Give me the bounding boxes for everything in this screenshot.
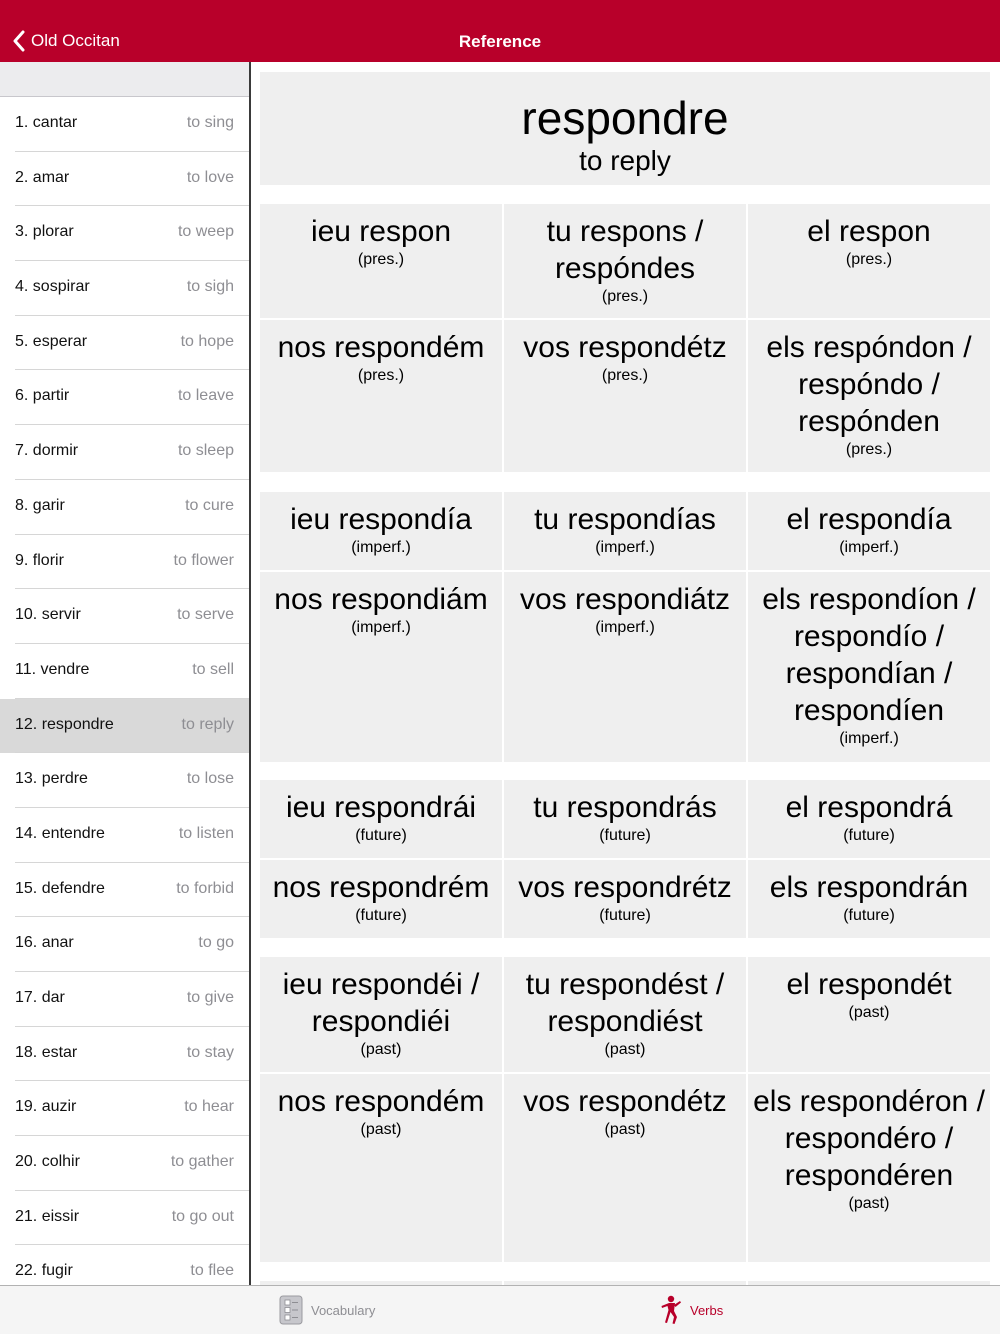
conjugation-cell <box>504 1074 746 1262</box>
conjugation-cell <box>748 572 990 762</box>
tense-label: (imperf.) <box>839 539 899 556</box>
verb-list-item[interactable] <box>0 1081 249 1136</box>
verb-list-term: 12. respondre <box>15 715 114 733</box>
conjugation-cell <box>748 860 990 938</box>
verb-list <box>0 97 249 1285</box>
page-title: Reference <box>458 32 542 51</box>
verb-list-term: 16. anar <box>15 934 74 952</box>
navigation-bar <box>0 0 1000 62</box>
tense-label: (future) <box>355 827 407 844</box>
verb-list-item[interactable] <box>0 97 249 152</box>
tab-verbs[interactable] <box>660 1294 723 1326</box>
tense-label: (future) <box>599 907 651 924</box>
verb-list-item[interactable] <box>0 370 249 425</box>
conjugated-form: vos respondétz <box>523 1085 727 1118</box>
conjugated-form: nos respondém <box>277 1085 485 1118</box>
tense-label: (future) <box>843 907 895 924</box>
conjugated-form: tu respondías <box>534 503 716 536</box>
verb-list-gloss: to reply <box>181 715 234 733</box>
verb-list-term: 17. dar <box>15 989 65 1006</box>
verb-list-item[interactable] <box>0 808 249 863</box>
verb-list-gloss: to listen <box>178 824 234 842</box>
conjugation-cell <box>260 320 502 472</box>
back-label: Old Occitan <box>31 31 120 50</box>
verb-list-term: 9. florir <box>15 551 64 569</box>
conjugation-cell <box>748 780 990 858</box>
verb-header <box>260 72 990 185</box>
conjugated-form: el respondrá <box>785 791 953 824</box>
tense-label: (imperf.) <box>595 539 655 556</box>
verb-list-item[interactable] <box>0 589 249 644</box>
tense-label: (past) <box>604 1041 646 1058</box>
verb-list-term: 13. perdre <box>15 770 88 788</box>
verb-list-gloss: to sell <box>192 660 234 678</box>
conjugation-cell <box>748 320 990 472</box>
verb-list-gloss: to hear <box>184 1098 234 1116</box>
conjugated-form: el respon <box>807 215 931 248</box>
conjugation-cell <box>748 1074 990 1262</box>
tense-label: (pres.) <box>357 367 405 384</box>
verb-list-item[interactable] <box>0 535 249 590</box>
tense-label: (future) <box>355 907 407 924</box>
verbs-figure-icon <box>660 1295 682 1325</box>
tense-label: (imperf.) <box>351 539 411 556</box>
conjugated-form: els respondéron / respondéro / respondéren <box>753 1085 985 1192</box>
verb-list-term: 20. colhir <box>15 1153 80 1171</box>
tense-label: (pres.) <box>601 367 649 384</box>
verb-list-gloss: to sleep <box>177 442 234 460</box>
verb-list-gloss: to cure <box>185 496 234 514</box>
verb-list-gloss: to sigh <box>186 278 234 296</box>
tense-label: (pres.) <box>357 251 405 268</box>
verb-list-term: 14. entendre <box>15 824 105 842</box>
conjugation-cell <box>260 1074 502 1262</box>
verb-list-gloss: to weep <box>177 223 234 241</box>
verb-list-item[interactable] <box>0 753 249 808</box>
verb-list-term: 11. vendre <box>15 660 90 678</box>
verb-list-gloss: to hope <box>180 332 234 350</box>
verb-list-sidebar[interactable] <box>0 62 249 1285</box>
conjugation-cell <box>504 860 746 938</box>
conjugation-cell <box>260 492 502 570</box>
conjugated-form: ieu respon <box>310 215 452 248</box>
conjugation-cell <box>504 572 746 762</box>
verb-list-term: 22. fugir <box>15 1262 73 1280</box>
conjugation-cell <box>504 204 746 318</box>
verb-list-term: 19. auzir <box>15 1098 77 1116</box>
verb-list-term: 10. servir <box>15 606 81 624</box>
tense-label: (future) <box>843 827 895 844</box>
verb-list-item[interactable] <box>0 206 249 261</box>
tense-label: (past) <box>848 1195 890 1212</box>
verb-gloss: to reply <box>579 145 671 176</box>
tense-label: (pres.) <box>845 441 893 458</box>
conjugated-form: ieu respondéi / respondiéi <box>282 968 480 1038</box>
verb-list-item[interactable] <box>0 699 249 754</box>
verb-list-item[interactable] <box>0 972 249 1027</box>
conjugated-form: tu respondést / respondiést <box>525 968 725 1038</box>
conjugated-form: nos respondiám <box>274 583 488 616</box>
verb-list-gloss: to forbid <box>176 879 234 897</box>
tense-label: (past) <box>848 1004 890 1021</box>
verb-list-term: 3. plorar <box>15 223 74 241</box>
tense-label: (imperf.) <box>351 619 411 636</box>
verb-list-term: 7. dormir <box>15 442 79 460</box>
tense-label: (past) <box>604 1121 646 1138</box>
conjugated-form: nos respondém <box>277 331 485 364</box>
verb-list-gloss: to lose <box>186 770 234 788</box>
conjugated-form: nos respondrém <box>272 871 490 904</box>
conjugated-form: ieu respondía <box>290 503 472 536</box>
conjugated-form: tu respons / respóndes <box>546 215 704 285</box>
tab-verbs-label: Verbs <box>690 1302 724 1318</box>
verb-list-term: 18. estar <box>15 1043 78 1061</box>
verb-list-item[interactable] <box>0 480 249 535</box>
conjugation-panel <box>251 62 1000 1285</box>
tab-vocabulary[interactable] <box>279 1294 375 1326</box>
verb-list-item[interactable] <box>0 316 249 371</box>
verb-list-gloss: to go <box>198 934 234 952</box>
verb-list-term: 1. cantar <box>15 114 78 131</box>
verb-list-term: 4. sospirar <box>15 278 90 296</box>
tense-label: (past) <box>360 1121 402 1138</box>
verb-list-gloss: to leave <box>177 387 234 405</box>
conjugation-cell <box>504 492 746 570</box>
verb-list-gloss: to flee <box>190 1262 234 1280</box>
conjugation-cell <box>504 320 746 472</box>
conjugation-cell <box>260 957 502 1072</box>
conjugated-form: tu respondrás <box>533 791 717 824</box>
verb-list-gloss: to go out <box>171 1207 234 1225</box>
verb-title: respondre <box>521 92 729 144</box>
verb-list-item[interactable] <box>0 152 249 207</box>
verb-list-gloss: to sing <box>186 114 234 131</box>
conjugated-form: vos respondiátz <box>519 583 731 616</box>
verb-list-term: 2. amar <box>15 168 70 186</box>
verb-list-gloss: to give <box>186 989 234 1006</box>
verb-list-item[interactable] <box>0 1191 249 1246</box>
verb-list-term: 21. eissir <box>15 1207 80 1225</box>
tab-bar <box>0 1285 1000 1334</box>
verb-list-term: 6. partir <box>15 387 70 405</box>
conjugation-cell <box>504 957 746 1072</box>
conjugation-cell <box>260 204 502 318</box>
tense-label: (pres.) <box>845 251 893 268</box>
verb-list-item[interactable] <box>0 1027 249 1082</box>
verb-list-gloss: to gather <box>170 1153 234 1171</box>
conjugation-cell <box>748 492 990 570</box>
conjugated-form: els respóndon / respóndo / respónden <box>766 331 972 438</box>
conjugated-form: els respondrán <box>769 871 969 904</box>
verb-list-term: 15. defendre <box>15 879 105 897</box>
conjugation-cell <box>260 572 502 762</box>
verb-list-item[interactable] <box>0 917 249 972</box>
vocabulary-list-icon <box>279 1295 303 1325</box>
tense-label: (pres.) <box>601 288 649 305</box>
sidebar-header <box>0 62 249 97</box>
conjugated-form: el respondía <box>786 503 952 536</box>
verb-list-item[interactable] <box>0 1136 249 1191</box>
tense-label: (imperf.) <box>839 730 899 747</box>
verb-list-gloss: to flower <box>173 551 234 569</box>
conjugation-cell <box>260 860 502 938</box>
conjugated-form: vos respondrétz <box>518 871 732 904</box>
conjugated-form: vos respondétz <box>523 331 727 364</box>
verb-list-item[interactable] <box>0 261 249 316</box>
verb-list-item[interactable] <box>0 1245 249 1285</box>
conjugated-form: els respondíon / respondío / respondían / respondíen <box>762 583 976 727</box>
conjugation-cell <box>504 780 746 858</box>
tab-vocabulary-label: Vocabulary <box>311 1302 376 1318</box>
verb-list-item[interactable] <box>0 863 249 918</box>
conjugated-form: ieu respondrái <box>285 791 477 824</box>
conjugation-cell <box>260 780 502 858</box>
verb-list-gloss: to love <box>186 168 234 186</box>
verb-list-term: 8. garir <box>15 496 65 514</box>
verb-list-item[interactable] <box>0 425 249 480</box>
tense-label: (past) <box>360 1041 402 1058</box>
conjugation-cell <box>748 204 990 318</box>
tense-label: (imperf.) <box>595 619 655 636</box>
verb-list-item[interactable] <box>0 644 249 699</box>
verb-list-gloss: to serve <box>177 606 234 624</box>
conjugation-cell <box>748 957 990 1072</box>
conjugated-form: el respondét <box>786 968 952 1001</box>
verb-list-gloss: to stay <box>186 1043 234 1061</box>
tense-label: (future) <box>599 827 651 844</box>
verb-list-term: 5. esperar <box>15 332 88 350</box>
